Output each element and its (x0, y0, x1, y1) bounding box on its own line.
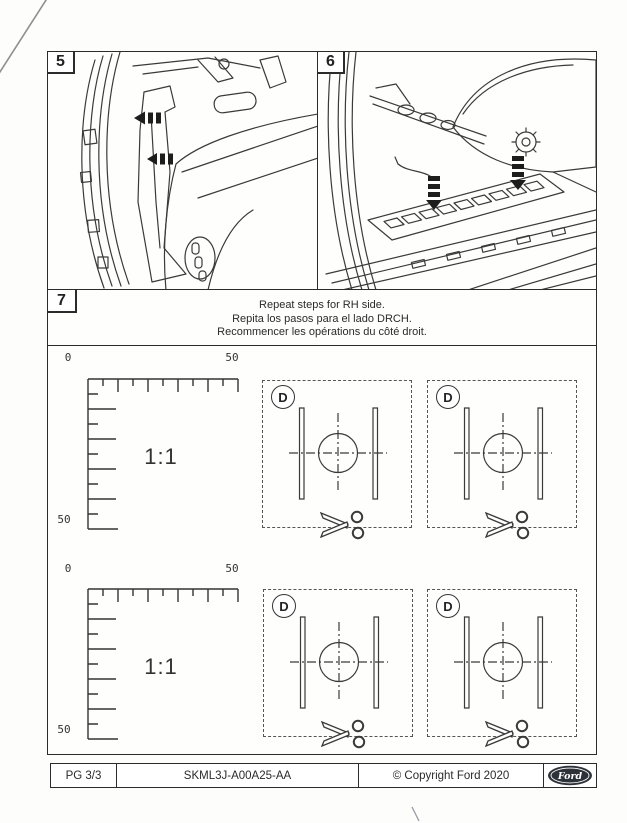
instruction-english: Repeat steps for RH side. (259, 299, 385, 311)
figure-5-panel (48, 52, 318, 290)
figure-5-number-box (48, 52, 75, 74)
ford-logo-icon (547, 765, 593, 786)
drill-template-box-3 (263, 589, 413, 737)
footer-page-number: PG 3/3 (51, 764, 117, 787)
part-label-badge (271, 385, 295, 409)
scan-artifact-mark (405, 805, 430, 823)
scissors-icon (321, 512, 363, 538)
drill-template-box-4 (427, 589, 577, 737)
ruler-1-scale-icon (78, 369, 248, 539)
step-7-row (48, 290, 596, 346)
figure-5-number: 5 (56, 53, 65, 70)
part-label-badge (436, 594, 460, 618)
ruler-1-scale-label: 1:1 (144, 444, 178, 469)
ruler-1-vertical-end-label: 50 (57, 513, 71, 526)
figure-6-panel (318, 52, 596, 290)
part-label: D (443, 598, 453, 614)
part-label-badge (436, 385, 460, 409)
figure-6-number: 6 (326, 53, 335, 70)
page-content-frame (47, 51, 597, 755)
footer-copyright: © Copyright Ford 2020 (359, 764, 544, 787)
ruler-2-vertical-end-label: 50 (57, 723, 71, 736)
step-7-instructions (48, 299, 596, 340)
step-7-number: 7 (57, 291, 66, 309)
instruction-spanish: Repita los pasos para el lado DRCH. (232, 312, 412, 325)
footer-brand-cell (544, 764, 596, 787)
scissors-icon (486, 512, 528, 538)
scissors-icon (486, 721, 528, 747)
instruction-french: Recommencer les opérations du côté droit. (217, 326, 427, 338)
footer-bar (50, 763, 597, 788)
drill-template-box-1 (262, 380, 412, 528)
figure-6-illustration-sill-plate (318, 52, 596, 290)
ruler-2-scale-label: 1:1 (144, 654, 178, 679)
drill-template-box-2 (427, 380, 577, 528)
ruler-2-end-label: 50 (225, 562, 239, 575)
ford-logo-text: Ford (557, 771, 583, 782)
ruler-2-start-label: 0 (64, 562, 72, 575)
ruler-2-scale-icon (78, 579, 248, 749)
ruler-1-end-label: 50 (225, 351, 239, 364)
scissors-icon (322, 721, 364, 747)
ruler-1-start-label: 0 (64, 351, 72, 364)
step-7-number-box (48, 290, 77, 313)
footer-part-number: SKML3J-A00A25-AA (117, 764, 359, 787)
part-label: D (279, 598, 289, 614)
part-label: D (278, 389, 288, 405)
figure-5-illustration-pillar-trim (48, 52, 318, 290)
part-label-badge (272, 594, 296, 618)
figure-6-number-box (318, 52, 345, 74)
part-label: D (443, 389, 453, 405)
